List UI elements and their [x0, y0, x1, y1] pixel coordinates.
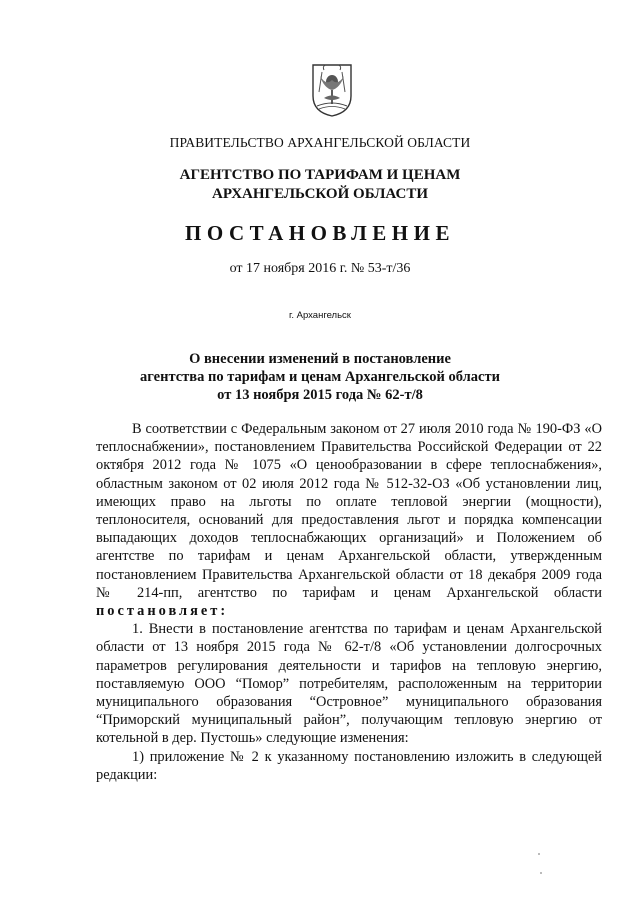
body-paragraph-subitem-1: 1) приложение № 2 к указанному постановлению изложить в следующей редакции:	[96, 748, 602, 783]
document-type-title: ПОСТАНОВЛЕНИЕ	[185, 221, 455, 245]
subject-line3: от 13 ноября 2015 года № 62-т/8	[217, 387, 423, 403]
preamble-text: В соответствии с Федеральным законом от 27 июля 2010 года № 190-ФЗ «О теплоснабжении», постановлением Правительства Российской Федерации от 22 октября 2012 года № 1075 «О ценообразовании в сфере теплоснабжения», областным законом от 02 июля 2012 года № 512-32-ОЗ «Об установлении лиц, имеющих право на льготы по оплате тепловой энергии (мощности), теплоносителя, оснований для предоставления льгот и порядка компенсации выпадающих доходов теплоснабжающих организаций» и Положением об агентстве по тарифам и ценам Архангельской области, утвержденным постановлением Правительства Архангельской области от 18 декабря 2009 года № 214-пп, агентство по тарифам и ценам Архангельской области	[96, 421, 602, 601]
agency-name	[0, 166, 640, 204]
agency-name-line1: АГЕНТСТВО ПО ТАРИФАМ И ЦЕНАМ	[179, 167, 461, 183]
decree-body	[96, 420, 602, 784]
agency-name-line2: АРХАНГЕЛЬСКОЙ ОБЛАСТИ	[212, 186, 428, 202]
body-paragraph-item-1: 1. Внести в постановление агентства по тарифам и ценам Архангельской области от 13 ноября 2015 года № 62-т/8 «Об установлении долгосрочных параметров регулирования деятельности и тарифов на тепловую энергию, поставляемую ООО “Помор” потребителям, расположенным на территории муниципального образования “Островное” муниципального образования “Приморский муниципальный район”, получающим тепловую энергию от котельной в дер. Пустошь» следующие изменения:	[96, 621, 602, 747]
decree-subject	[0, 350, 640, 404]
date-and-number: от 17 ноября 2016 г. № 53-т/36	[229, 261, 411, 276]
scan-speck	[540, 872, 542, 874]
coat-of-arms-emblem	[310, 62, 354, 118]
city-name: г. Архангельск	[289, 310, 351, 321]
subject-line2: агентства по тарифам и ценам Архангельской области	[140, 369, 500, 385]
government-name: ПРАВИТЕЛЬСТВО АРХАНГЕЛЬСКОЙ ОБЛАСТИ	[169, 135, 471, 150]
body-paragraph-preamble	[96, 420, 602, 620]
decree-verb: постановляет:	[96, 603, 229, 620]
subject-line1: О внесении изменений в постановление	[189, 351, 451, 367]
scan-speck	[538, 853, 540, 855]
